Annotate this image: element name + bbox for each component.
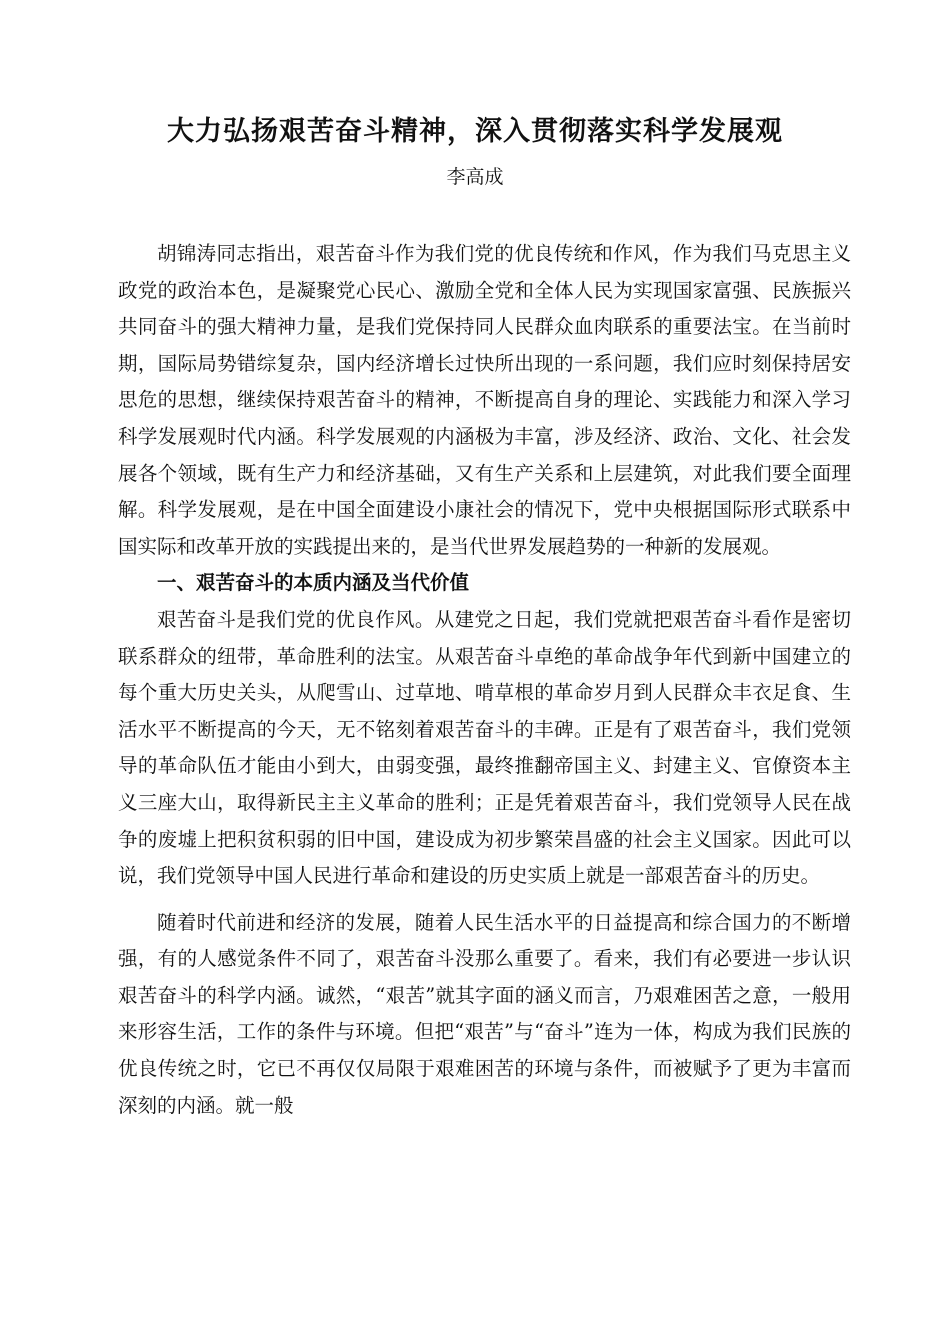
document-title: 大力弘扬艰苦奋斗精神，深入贯彻落实科学发展观 [167,116,783,147]
paragraph-section-1: 艰苦奋斗是我们党的优良作风。从建党之日起，我们党就把艰苦奋斗看作是密切联系群众的纽带，革命胜利的法宝。从艰苦奋斗卓绝的革命战争年代到新中国建立的每个重大历史关头，从爬雪山、过草地、啃草根的革命岁月到人民群众丰衣足食、生活水平不断提高的今天，无不铭刻着艰苦奋斗的丰碑。正是有了艰苦奋斗，我们党领导的革命队伍才能由小到大，由弱变强，最终推翻帝国主义、封建主义、官僚资本主义三座大山，取得新民主主义革命的胜利；正是凭着艰苦奋斗，我们党领导人民在战争的废墟上把积贫积弱的旧中国，建设成为初步繁荣昌盛的社会主义国家。因此可以说，我们党领导中国人民进行革命和建设的历史实质上就是一部艰苦奋斗的历史。 [118,607,851,888]
paragraph-gap [118,895,851,905]
document-author: 李高成 [446,166,504,188]
paragraph-section-2: 随着时代前进和经济的发展，随着人民生活水平的日益提高和综合国力的不断增强，有的人感觉条件不同了，艰苦奋斗没那么重要了。看来，我们有必要进一步认识艰苦奋斗的科学内涵。诚然，“艰苦”就其字面的涵义而言，乃艰难困苦之意，一般用来形容生活，工作的条件与环境。但把“艰苦”与“奋斗”连为一体，构成为我们民族的优良传统之时，它已不再仅仅局限于艰难困苦的环境与条件，而被赋予了更为丰富而深刻的内涵。就一般 [118,910,851,1117]
document-body [118,236,851,1124]
section-heading-1: 一、艰苦奋斗的本质内涵及当代价值 [157,571,470,595]
paragraph-intro: 胡锦涛同志指出，艰苦奋斗作为我们党的优良传统和作风，作为我们马克思主义政党的政治本色，是凝聚党心民心、激励全党和全体人民为实现国家富强、民族振兴共同奋斗的强大精神力量，是我们党保持同人民群众血肉联系的重要法宝。在当前时期，国际局势错综复杂，国内经济增长过快所出现的一系问题，我们应时刻保持居安思危的思想，继续保持艰苦奋斗的精神，不断提高自身的理论、实践能力和深入学习科学发展观时代内涵。科学发展观的内涵极为丰富，涉及经济、政治、文化、社会发展各个领域，既有生产力和经济基础，又有生产关系和上层建筑，对此我们要全面理解。科学发展观，是在中国全面建设小康社会的情况下，党中央根据国际形式联系中国实际和改革开放的实践提出来的，是当代世界发展趋势的一种新的发展观。 [118,242,851,558]
